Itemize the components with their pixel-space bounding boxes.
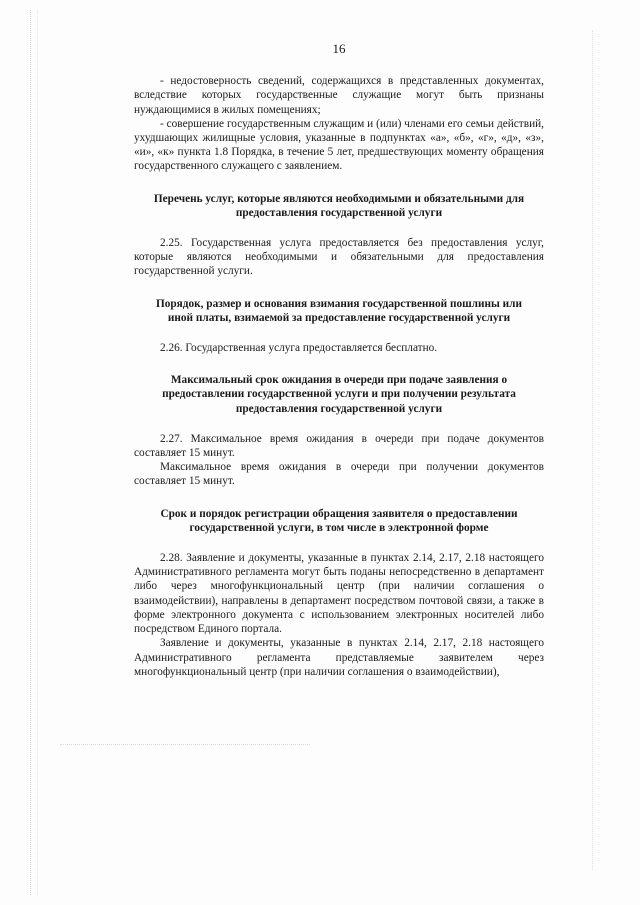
paragraph-queue-receipt: Максимальное время ожидания в очереди при получении документов составляет 15 минут. bbox=[134, 461, 544, 488]
heading-required-services: Перечень услуг, которые являются необходимыми и обязательными для предоставления государственной услуги bbox=[153, 192, 525, 219]
scan-edge-bottom bbox=[60, 744, 310, 746]
paragraph-mfc-submission: Заявление и документы, указанные в пунктах 2.14, 2.17, 2.18 настоящего Административного регламента представляемые заявителем через многофункциональный центр (при наличии соглашения о взаимодействии), bbox=[134, 637, 544, 678]
heading-fee: Порядок, размер и основания взимания государственной пошлины или иной платы, взимаемой за предоставление государственной услуги bbox=[155, 297, 523, 324]
page-number: 16 bbox=[332, 41, 346, 56]
scan-edge-right bbox=[592, 30, 597, 870]
paragraph-worsening-conditions: - совершение государственным служащим и (или) членами его семьи действий, ухудшающих жилищные условия, указанные в подпунктах «а», «б», «г», «д», «з», «и», «к» пункта 1.8 Порядка, в течение 5 лет, предшествующих моменту обращения государственного служащего с заявлением. bbox=[134, 117, 544, 173]
heading-queue-time: Максимальный срок ожидания в очереди при подаче заявления о предоставлении государственной услуги и при получении результата предоставления государственной услуги bbox=[162, 374, 516, 415]
paragraph-2-27: 2.27. Максимальное время ожидания в очереди при подаче документов составляет 15 минут. bbox=[134, 432, 544, 460]
scan-edge-left bbox=[30, 10, 38, 895]
document-body bbox=[134, 42, 544, 679]
paragraph-unreliable-info: - недостоверность сведений, содержащихся в представленных документах, вследствие которых государственные служащие могут быть признаны нуждающимися в жилых помещениях; bbox=[134, 75, 544, 116]
paragraph-2-25: 2.25. Государственная услуга предоставляется без предоставления услуг, которые являются необходимыми и обязательными для предоставления государственной услуги. bbox=[134, 237, 544, 278]
paragraph-2-28: 2.28. Заявление и документы, указанные в пунктах 2.14, 2.17, 2.18 настоящего Административного регламента могут быть поданы непосредственно в департамент либо через многофункциональный центр (при наличии соглашения о взаимодействии), направлены в департамент посредством почтовой связи, а также в форме электронного документа с использованием электронных носителей либо посредством Единого портала. bbox=[134, 552, 544, 636]
paragraph-2-26: 2.26. Государственная услуга предоставляется бесплатно. bbox=[160, 342, 438, 355]
heading-registration: Срок и порядок регистрации обращения заявителя о предоставлении государственной услуги, в том числе в электронной форме bbox=[160, 507, 518, 534]
